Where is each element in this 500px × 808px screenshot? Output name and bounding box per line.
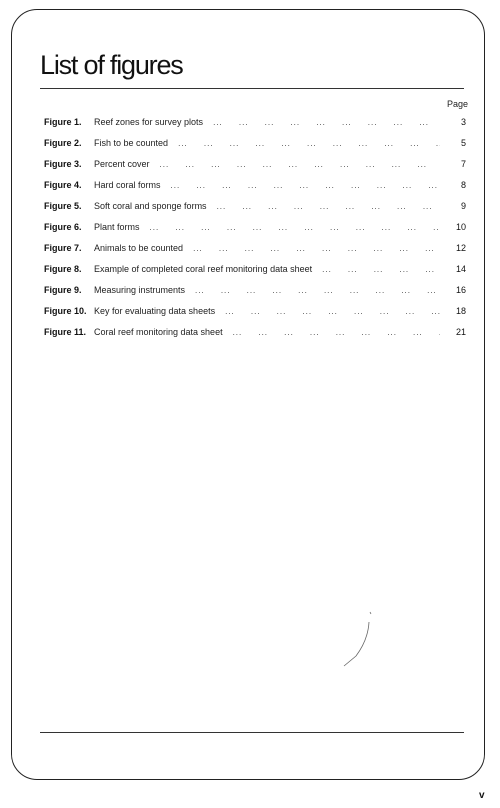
figure-entry[interactable] <box>44 264 466 285</box>
figure-page-number: 18 <box>455 306 466 316</box>
figure-page-number: 10 <box>455 222 466 232</box>
footer-rule <box>40 732 464 733</box>
figure-caption: Plant forms <box>94 222 140 232</box>
dot-leader <box>171 181 440 190</box>
pencil-mark <box>340 610 380 670</box>
figure-page-number: 9 <box>460 201 466 211</box>
figure-list <box>44 117 466 348</box>
figure-entry[interactable] <box>44 117 466 138</box>
figure-entry[interactable] <box>44 306 466 327</box>
figure-page-number: 7 <box>460 159 466 169</box>
figure-caption: Example of completed coral reef monitoring data sheet <box>94 264 313 274</box>
figure-page-number: 3 <box>460 117 466 127</box>
page-title: List of figures <box>40 50 183 80</box>
figure-entry[interactable] <box>44 327 466 348</box>
figure-caption: Animals to be counted <box>94 243 184 253</box>
figure-entry[interactable] <box>44 159 466 180</box>
figure-entry[interactable] <box>44 201 466 222</box>
figure-entry[interactable] <box>44 222 466 243</box>
figure-caption: Measuring instruments <box>94 285 186 295</box>
figure-entry[interactable] <box>44 285 466 306</box>
figure-label: Figure 3. <box>44 159 82 169</box>
figure-entry[interactable] <box>44 138 466 159</box>
figure-label: Figure 11. <box>44 327 87 337</box>
figure-caption: Coral reef monitoring data sheet <box>94 327 223 337</box>
figure-label: Figure 5. <box>44 201 82 211</box>
dot-leader <box>160 160 440 169</box>
dot-leader <box>217 202 440 211</box>
figure-caption: Fish to be counted <box>94 138 169 148</box>
figure-caption: Percent cover <box>94 159 150 169</box>
dot-leader <box>225 307 440 316</box>
figure-caption: Key for evaluating data sheets <box>94 306 216 316</box>
dot-leader <box>322 265 440 274</box>
dot-leader <box>150 223 440 232</box>
figure-label: Figure 7. <box>44 243 82 253</box>
dot-leader <box>195 286 440 295</box>
figure-label: Figure 2. <box>44 138 82 148</box>
figure-entry[interactable] <box>44 243 466 264</box>
figure-page-number: 21 <box>455 327 466 337</box>
dot-leader <box>213 118 440 127</box>
page-column-header: Page <box>446 99 468 109</box>
figure-label: Figure 8. <box>44 264 82 274</box>
figure-label: Figure 9. <box>44 285 82 295</box>
figure-caption: Soft coral and sponge forms <box>94 201 207 211</box>
figure-page-number: 16 <box>455 285 466 295</box>
figure-page-number: 5 <box>460 138 466 148</box>
figure-page-number: 8 <box>460 180 466 190</box>
figure-label: Figure 4. <box>44 180 82 190</box>
figure-page-number: 14 <box>455 264 466 274</box>
figure-label: Figure 6. <box>44 222 82 232</box>
figure-entry[interactable] <box>44 180 466 201</box>
figure-label: Figure 10. <box>44 306 87 316</box>
figure-caption: Reef zones for survey plots <box>94 117 204 127</box>
figure-label: Figure 1. <box>44 117 82 127</box>
figure-caption: Hard coral forms <box>94 180 161 190</box>
figure-page-number: 12 <box>455 243 466 253</box>
dot-leader <box>193 244 440 253</box>
title-rule <box>40 88 464 89</box>
dot-leader <box>178 139 440 148</box>
roman-page-number: v <box>479 790 485 801</box>
dot-leader <box>233 328 440 337</box>
